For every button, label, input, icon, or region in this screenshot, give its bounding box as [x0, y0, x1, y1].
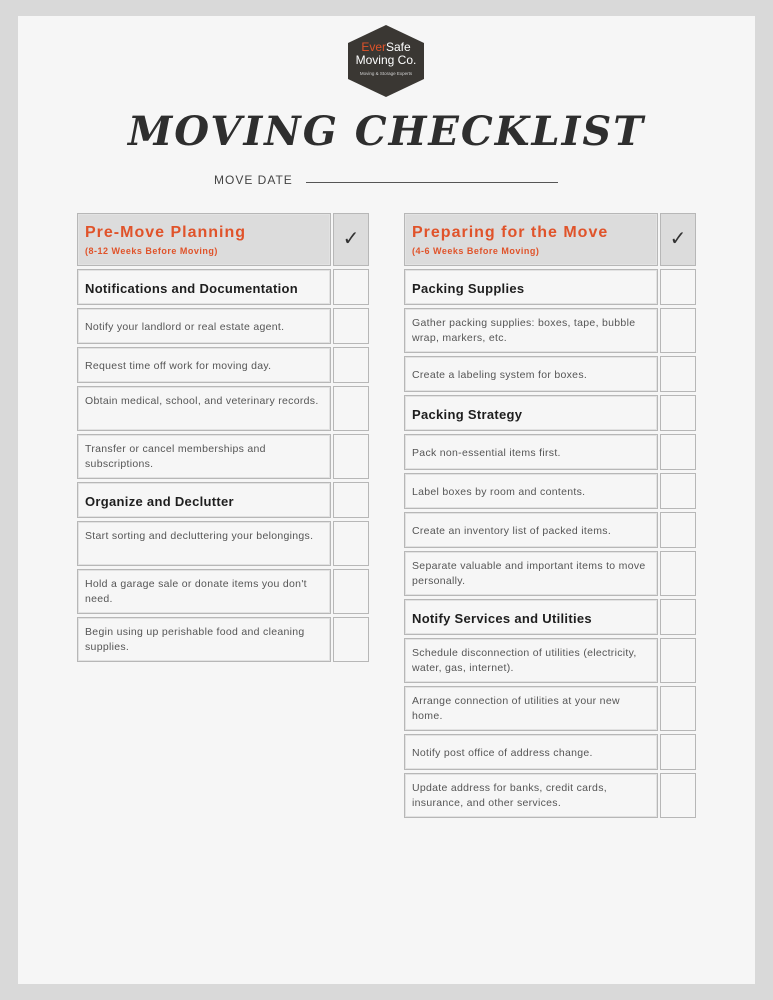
task-text: Label boxes by room and contents.	[412, 486, 586, 498]
move-date-field[interactable]	[306, 182, 558, 183]
column-subtitle: (8-12 Weeks Before Moving)	[85, 246, 218, 256]
section-cell	[77, 482, 331, 518]
task-cell	[77, 434, 331, 479]
checkbox[interactable]	[660, 395, 696, 431]
checkbox[interactable]	[660, 473, 696, 509]
header-check-box	[660, 213, 696, 266]
task-cell	[404, 638, 658, 683]
checkbox[interactable]	[660, 686, 696, 731]
task-cell	[77, 569, 331, 614]
task-cell	[404, 356, 658, 392]
task-cell	[404, 512, 658, 548]
task-text: Update address for banks, credit cards, insurance, and other services.	[412, 782, 607, 809]
section-cell	[404, 599, 658, 635]
checkbox[interactable]	[660, 512, 696, 548]
section-title: Notify Services and Utilities	[412, 611, 592, 626]
checkbox[interactable]	[660, 599, 696, 635]
checkbox[interactable]	[660, 269, 696, 305]
company-logo	[346, 24, 426, 98]
task-cell	[77, 521, 331, 566]
check-icon: ✓	[342, 226, 360, 250]
checkbox[interactable]	[333, 269, 369, 305]
move-date-label: MOVE DATE	[214, 173, 293, 187]
checkbox[interactable]	[333, 482, 369, 518]
logo-brand-name	[346, 41, 426, 67]
checkbox[interactable]	[333, 434, 369, 479]
section-cell	[404, 269, 658, 305]
header-check-box	[333, 213, 369, 266]
logo-brand-first: Ever	[361, 40, 386, 54]
task-cell	[77, 347, 331, 383]
task-text: Obtain medical, school, and veterinary records.	[85, 395, 319, 407]
task-cell	[77, 308, 331, 344]
section-title: Packing Strategy	[412, 407, 523, 422]
task-cell	[77, 386, 331, 431]
header-cell	[77, 213, 331, 266]
checkbox[interactable]	[660, 638, 696, 683]
task-text: Notify your landlord or real estate agent.	[85, 321, 285, 333]
task-cell	[77, 617, 331, 662]
column-title: Pre-Move Planning	[85, 224, 247, 241]
checkbox[interactable]	[333, 347, 369, 383]
checkbox[interactable]	[660, 551, 696, 596]
task-text: Schedule disconnection of utilities (electricity, water, gas, internet).	[412, 647, 637, 674]
checkbox[interactable]	[660, 434, 696, 470]
checkbox[interactable]	[660, 734, 696, 770]
section-title: Organize and Declutter	[85, 494, 234, 509]
task-text: Begin using up perishable food and cleaning supplies.	[85, 626, 305, 653]
logo-brand-line2: Moving Co.	[355, 53, 417, 67]
section-cell	[404, 395, 658, 431]
task-text: Create an inventory list of packed items.	[412, 525, 612, 537]
task-text: Create a labeling system for boxes.	[412, 369, 588, 381]
logo-brand-second: Safe	[386, 40, 411, 54]
task-text: Gather packing supplies: boxes, tape, bubble wrap, markers, etc.	[412, 317, 636, 344]
checkbox[interactable]	[333, 386, 369, 431]
section-cell	[77, 269, 331, 305]
checkbox[interactable]	[333, 308, 369, 344]
checkbox[interactable]	[333, 569, 369, 614]
task-cell	[404, 734, 658, 770]
logo-tagline: Moving & Storage Experts	[359, 71, 413, 76]
task-cell	[404, 551, 658, 596]
column-title: Preparing for the Move	[412, 224, 609, 241]
checkbox[interactable]	[333, 521, 369, 566]
task-text: Start sorting and decluttering your belongings.	[85, 530, 314, 542]
task-cell	[404, 773, 658, 818]
check-icon: ✓	[669, 226, 687, 250]
task-text: Arrange connection of utilities at your new home.	[412, 695, 620, 722]
task-text: Separate valuable and important items to move personally.	[412, 560, 646, 587]
page-title: MOVING CHECKLIST	[127, 108, 646, 155]
task-text: Notify post office of address change.	[412, 747, 593, 759]
task-cell	[404, 473, 658, 509]
column-subtitle: (4-6 Weeks Before Moving)	[412, 246, 540, 256]
section-title: Packing Supplies	[412, 281, 525, 296]
task-text: Pack non-essential items first.	[412, 447, 561, 459]
section-title: Notifications and Documentation	[85, 281, 298, 296]
checkbox[interactable]	[660, 773, 696, 818]
task-cell	[404, 308, 658, 353]
task-cell	[404, 434, 658, 470]
checkbox[interactable]	[333, 617, 369, 662]
checkbox[interactable]	[660, 308, 696, 353]
header-cell	[404, 213, 658, 266]
task-cell	[404, 686, 658, 731]
task-text: Request time off work for moving day.	[85, 360, 272, 372]
checkbox[interactable]	[660, 356, 696, 392]
task-text: Hold a garage sale or donate items you don't need.	[85, 578, 307, 605]
task-text: Transfer or cancel memberships and subscriptions.	[85, 443, 266, 470]
checklist-page	[18, 16, 755, 984]
